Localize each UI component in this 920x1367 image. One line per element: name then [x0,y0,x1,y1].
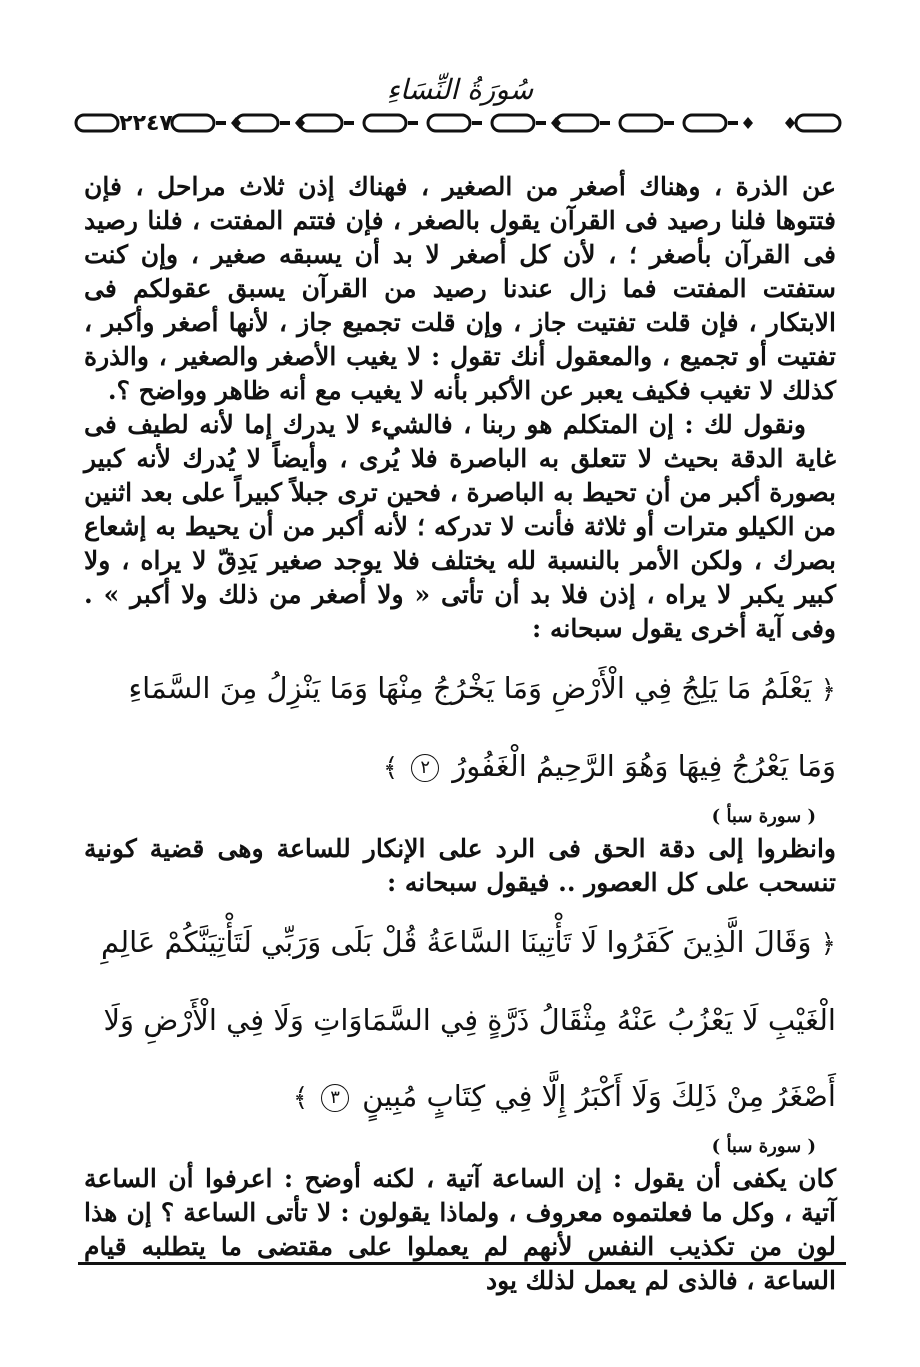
paragraph-2: ونقول لك : إن المتكلم هو ربنا ، فالشيء لا يدرك إما لأنه لطيف فى غاية الدقة بحيث لا تتعلق به الباصرة فلا يُرى ، وأيضاً لا يُدرك لأنه كبير بصورة أكبر من أن تحيط به الباصرة ، فحين ترى جبلاً كبيراً على بعد اثنين من الكيلو مترات أو ثلاثة فأنت لا تدركه ؛ لأنه أكبر من أن يحيط به إشعاع بصرك ، ولكن الأمر بالنسبة لله يختلف فلا يوجد صغير يَدِقّ لا يراه ، ولا كبير يكبر لا يراه ، إذن فلا بد أن تأتى « ولا أصغر من ذلك ولا أكبر » . وفى آية أخرى يقول سبحانه : [84,410,837,643]
main-text [84,170,836,1298]
surah-reference: ( سورة سبأ ) [711,806,816,827]
ayah-close-bracket: ﴾ [382,753,399,783]
ayah-open-bracket: ﴿ [820,929,836,959]
page-number: ٢٢٤٧ [119,111,173,136]
paragraph-4: كان يكفى أن يقول : إن الساعة آتية ، لكنه أوضح : اعرفوا أن الساعة آتية ، وكل ما فعلتموه معروف ، ولماذا يقولون : لا تأتى الساعة ؟ إن هذا لون من تكذيب النفس لأنهم لم يعملوا على مقتضى ما يتطلبه قيام الساعة ، فالذى لم يعمل لذلك يود [84,1164,836,1295]
footer-rule [78,1262,846,1265]
ayah-close-bracket: ﴾ [292,1083,309,1113]
ayah-open-bracket: ﴿ [820,675,836,705]
header-ornament [72,106,844,140]
quran-verse-2 [84,904,836,1136]
ayah-number: ٣ [321,1084,349,1112]
paragraph-1: عن الذرة ، وهناك أصغر من الصغير ، فهناك إذن ثلاث مراحل ، فإن فتتوها فلنا رصيد فى القرآن يقول بالصغر ، فإن فتتم المفتت ، فلنا رصيد فى القرآن بأصغر ؛ ، لأن كل أصغر لا بد أن يسبقه صغير ، وإن كنت ستفتت المفتت فما زال عندنا رصيد من القرآن يسبق عقولكم فى الابتكار ، فإن قلت تفتيت جاز ، وإن قلت تجميع جاز ، لأنها أصغر وأكبر ، تفتيت أو تجميع ، والمعقول أنك تقول : لا يغيب الأصغر والصغير ، والذرة كذلك لا تغيب فكيف يعبر عن الأكبر بأنه لا يغيب مع أنه ظاهر وواضح ؟. [84,172,836,405]
page-number-box [72,106,844,140]
ayah-number: ٢ [411,754,439,782]
surah-reference: ( سورة سبأ ) [711,1136,816,1157]
ayah-text: يَعْلَمُ مَا يَلِجُ فِي الْأَرْضِ وَمَا يَخْرُجُ مِنْهَا وَمَا يَنْزِلُ مِنَ السَّمَاءِ وَمَا يَعْرُجُ فِيهَا وَهُوَ الرَّحِيمُ الْغَفُورُ [128,671,836,783]
surah-title: سُورَةُ النِّسَاءِ [386,73,534,106]
paragraph-3: وانظروا إلى دقة الحق فى الرد على الإنكار للساعة وهى قضية كونية تنسحب على كل العصور .. فيقول سبحانه : [84,834,836,897]
quran-verse-1 [84,650,836,806]
ayah-text: وَقَالَ الَّذِينَ كَفَرُوا لَا تَأْتِينَا السَّاعَةُ قُلْ بَلَى وَرَبِّي لَتَأْتِيَنَّكُمْ عَالِمِ الْغَيْبِ لَا يَعْزُبُ عَنْهُ مِثْقَالُ ذَرَّةٍ فِي السَّمَاوَاتِ وَلَا فِي الْأَرْضِ وَلَا أَصْغَرُ مِنْ ذَلِكَ وَلَا أَكْبَرُ إِلَّا فِي كِتَابٍ مُبِينٍ [100,925,836,1113]
